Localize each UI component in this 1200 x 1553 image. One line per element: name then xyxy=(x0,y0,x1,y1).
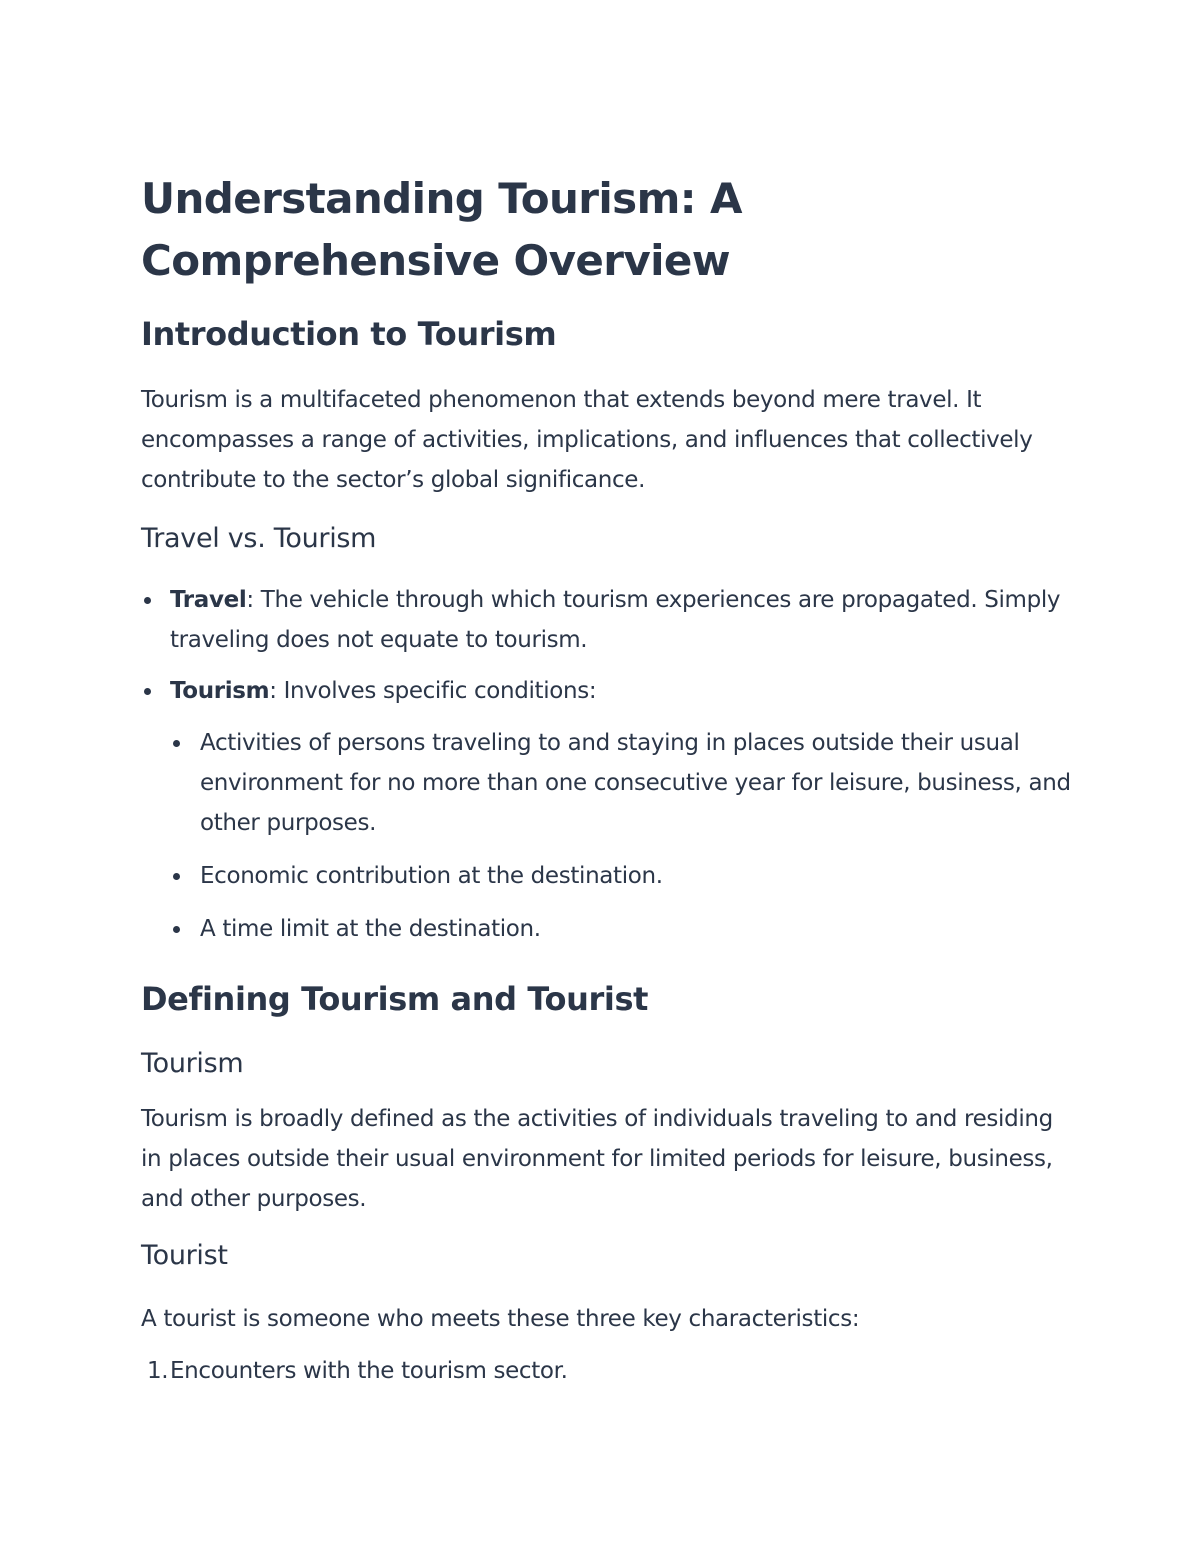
condition-item: A time limit at the destination. xyxy=(170,909,1071,949)
tourism-paragraph: Tourism is broadly defined as the activities of individuals traveling to and residing in places outside their usual environment for limited periods for leisure, business, and other purposes. xyxy=(141,1106,1053,1212)
section-heading-introduction: Introduction to Tourism xyxy=(141,315,557,353)
document-title: Understanding Tourism: A Comprehensive Overview xyxy=(141,174,742,285)
term-travel: Travel xyxy=(170,587,247,613)
subheading-travel-vs-tourism: Travel vs. Tourism xyxy=(141,523,377,554)
subheading-tourist: Tourist xyxy=(141,1240,228,1271)
list-item xyxy=(141,1351,1071,1391)
list-item-tourism xyxy=(141,671,1071,949)
list-number: 1. xyxy=(147,1358,169,1384)
travel-definition: : The vehicle through which tourism experiences are propagated. Simply traveling does not equate to tourism. xyxy=(170,587,1061,653)
tourism-conditions-list xyxy=(170,723,1071,949)
document-page xyxy=(141,168,1071,1391)
section-heading-defining: Defining Tourism and Tourist xyxy=(141,980,649,1018)
travel-vs-tourism-list xyxy=(141,580,1071,949)
tourism-definition: : Involves specific conditions: xyxy=(269,678,597,704)
condition-item: Activities of persons traveling to and staying in places outside their usual environment for no more than one consecutive year for leisure, business, and other purposes. xyxy=(170,723,1071,843)
list-item-travel xyxy=(141,580,1071,660)
intro-paragraph: Tourism is a multifaceted phenomenon that extends beyond mere travel. It encompasses a range of activities, implications, and influences that collectively contribute to the sector’s global significance. xyxy=(141,387,1033,493)
condition-item: Economic contribution at the destination. xyxy=(170,856,1071,896)
tourist-paragraph: A tourist is someone who meets these three key characteristics: xyxy=(141,1306,860,1332)
term-tourism: Tourism xyxy=(170,678,270,704)
list-item-text: Encounters with the tourism sector. xyxy=(170,1358,568,1384)
subheading-tourism: Tourism xyxy=(141,1048,244,1079)
tourist-characteristics-list xyxy=(141,1351,1071,1391)
